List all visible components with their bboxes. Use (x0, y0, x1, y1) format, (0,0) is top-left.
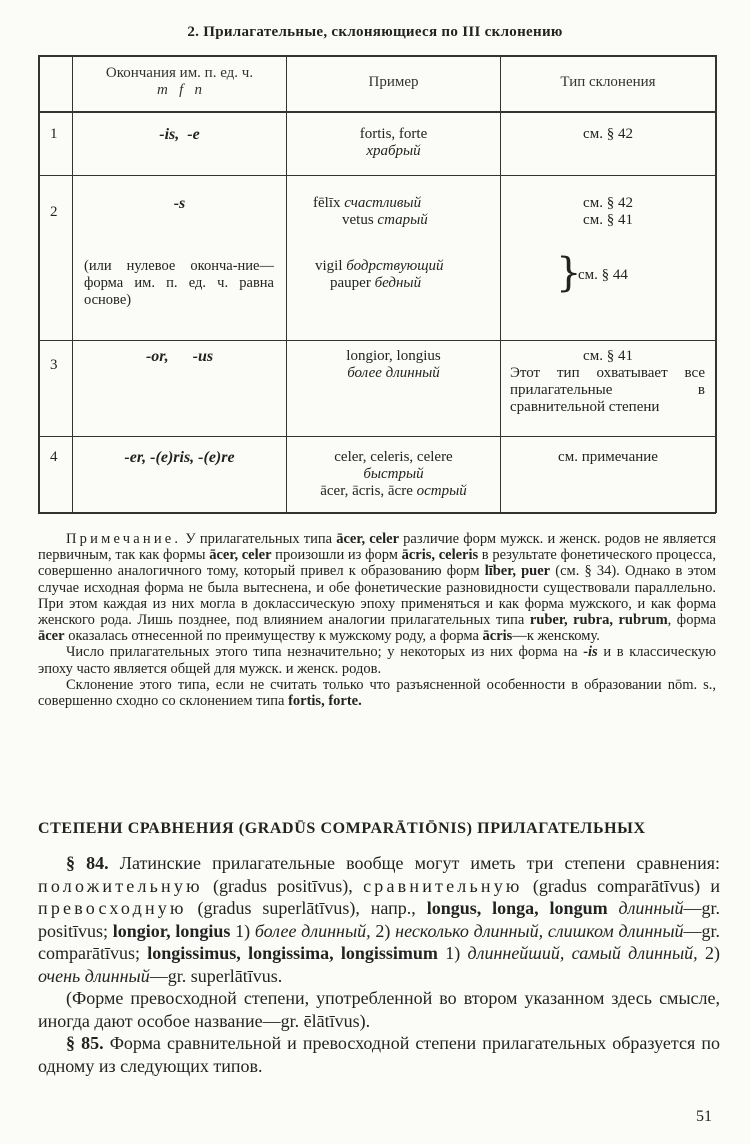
row2-example-vetus: vetus старый (342, 212, 428, 228)
row-divider-2 (38, 340, 716, 341)
header-example: Пример (368, 74, 419, 90)
row3-num: 3 (50, 357, 58, 373)
note-paragraph-1: Примечание. У прилагательных типа ācer, celer различие форм мужск. и женск. родов не является первичным, так как формы ācer, celer произошли из форм ācris, celeris в результате фонетического процесса, совершенно аналогичного тому, который привел к образованию форм līber, puer (см. § 34). Однако в этом случае исходная форма не была вытеснена, и обе фонетические разновидности существовали параллельно. При этом каждая из них могла в доклассическую эпоху применяться и как форма мужского, и как форма женского рода. Лишь позднее, под влиянием аналогии прилагательных типа ruber, rubra, rubrum, форма ācer оказалась отнесенной по преимуществу к мужскому роду, а форма ācris—к женскому. (38, 531, 717, 645)
row2-note: (или нулевое оконча-ние—форма им. п. ед. ч. равна основе) (84, 258, 274, 308)
table-border-top (38, 55, 716, 57)
row1-example: fortis, forte храбрый (359, 126, 428, 159)
col-line-left (38, 55, 40, 513)
row2-type-c: см. § 44 (578, 267, 628, 283)
col-line-3 (500, 55, 501, 513)
header-endings: Окончания им. п. ед. ч. m f n (105, 65, 254, 98)
paragraph-84-note: (Форме превосходной степени, употребленной во втором указанном здесь смысле, иногда дают особое название—gr. ēlātīvus). (38, 988, 720, 1031)
table-header-divider (38, 111, 716, 113)
table-border-bottom (38, 512, 716, 514)
page-number: 51 (696, 1108, 712, 1125)
row2-example-pauper: pauper бедный (330, 275, 422, 291)
row2-endings: -s (173, 195, 186, 212)
note-paragraph-2: Число прилагательных этого типа незначительно; у некоторых из них форма на -is и в классическую эпоху часто является общей для мужск. и женск. родов. (38, 644, 716, 677)
row3-type-a: см. § 41 (583, 348, 633, 364)
row2-example-felix: fēlīx счастливый (313, 195, 422, 211)
row2-num: 2 (50, 204, 58, 220)
paragraph-84: § 84. Латинские прилагательные вообще могут иметь три степени сравнения: положительную (gradus positīvus), сравнительную (gradus comparātīvus) и превосходную (gradus superlātīvus), напр., longus, longa, longum длинный—gr. positīvus; longior, longius 1) более длинный, 2) несколько длинный, слишком длинный—gr. comparātīvus; longissimus, longissima, longissimum 1) длиннейший, самый длинный, 2) очень длинный—gr. superlātīvus. (38, 853, 721, 986)
row3-type-b: Этот тип охватывает все прилагательные в сравнительной степени (510, 365, 705, 415)
brace-icon: } (556, 250, 582, 296)
row-divider-1 (38, 175, 716, 176)
section-heading: СТЕПЕНИ СРАВНЕНИЯ (GRADŪS COMPARĀTIŌNIS) ПРИЛАГАТЕЛЬНЫХ (38, 820, 646, 837)
notes-block (38, 531, 716, 709)
row2-type-b: см. § 41 (583, 212, 633, 228)
row4-num: 4 (50, 449, 58, 465)
row3-example: longior, longius более длинный (346, 348, 441, 381)
row3-endings: -or, -us (145, 348, 214, 365)
row2-type-a: см. § 42 (583, 195, 633, 211)
header-type: Тип склонения (560, 74, 656, 90)
col-line-2 (286, 55, 287, 513)
row4-example: celer, celeris, celere быстрый ācer, ācris, ācre острый (320, 449, 467, 499)
row1-num: 1 (50, 126, 58, 142)
col-line-1 (72, 55, 73, 513)
note-paragraph-3: Склонение этого типа, если не считать только что разъясненной особенности в образовании nōm. s., совершенно сходно со склонением типа fortis, forte. (38, 676, 716, 710)
col-line-right (715, 55, 717, 513)
paragraph-85: § 85. Форма сравнительной и превосходной степени прилагательных образуется по одному из следующих типов. (38, 1033, 720, 1076)
row2-example-vigil: vigil бодрствующий (315, 258, 444, 274)
row4-type: см. примечание (558, 449, 658, 465)
row1-endings: -is, -e (159, 126, 200, 143)
row1-type: см. § 42 (583, 126, 633, 142)
row4-endings: -er, -(e)ris, -(e)re (124, 449, 235, 466)
body-text (38, 852, 720, 1077)
section-title: 2. Прилагательные, склоняющиеся по III склонению (187, 24, 563, 40)
row-divider-3 (38, 436, 716, 437)
